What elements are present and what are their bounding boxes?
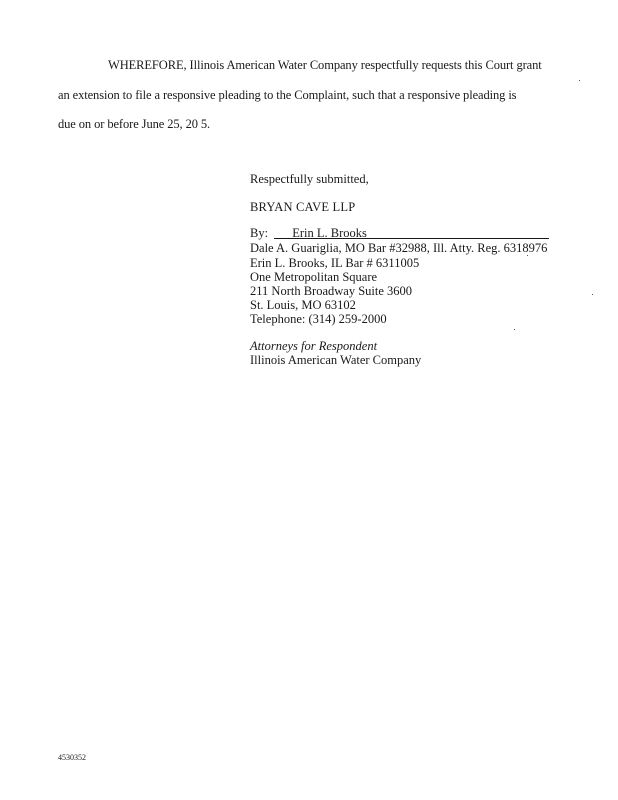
closing-text: Respectfully submitted, xyxy=(250,172,369,186)
paragraph-line-1: WHEREFORE, Illinois American Water Company respectfully requests this Court grant xyxy=(108,58,542,72)
paragraph-line-2: an extension to file a responsive pleading to the Complaint, such that a responsive pleading is xyxy=(58,88,517,102)
address-line-1: One Metropolitan Square xyxy=(250,270,378,284)
address-line-2: 211 North Broadway Suite 3600 xyxy=(250,284,413,298)
signer-name: _Erin L. Brooks xyxy=(286,226,367,240)
scan-speck xyxy=(527,255,528,256)
scan-speck xyxy=(579,80,580,81)
by-label: By: xyxy=(250,226,269,240)
firm-name: BRYAN CAVE LLP xyxy=(250,200,356,214)
address-line-3: St. Louis, MO 63102 xyxy=(250,298,356,312)
telephone-line: Telephone: (314) 259-2000 xyxy=(250,312,387,326)
attorney-role: Attorneys for Respondent xyxy=(250,339,378,353)
attorney-line-1: Dale A. Guariglia, MO Bar #32988, Ill. Atty. Reg. 6318976 xyxy=(250,241,548,255)
paragraph-line-3: due on or before June 25, 20 5. xyxy=(58,117,211,131)
scan-speck xyxy=(514,329,515,330)
attorney-line-2: Erin L. Brooks, IL Bar # 6311005 xyxy=(250,256,420,270)
scan-speck xyxy=(592,294,593,295)
signature-line xyxy=(250,226,550,240)
client-name: Illinois American Water Company xyxy=(250,353,422,367)
document-number: 4530352 xyxy=(58,753,86,762)
